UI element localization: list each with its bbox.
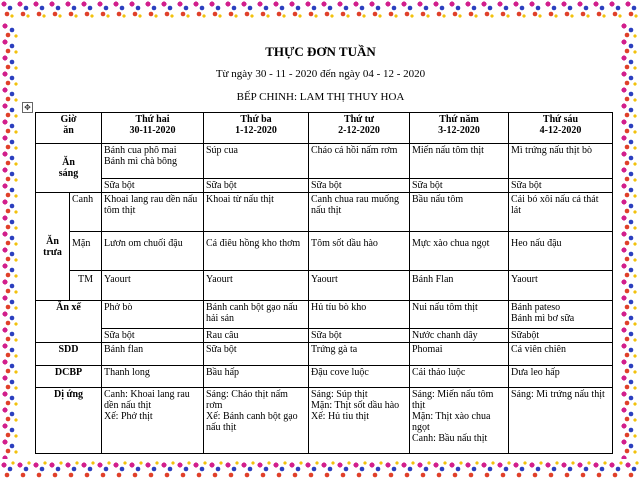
- snack-drink-cell: Nước chanh dây: [410, 328, 509, 342]
- allergy-cell: Sáng: Cháo thịt nấm rơm Xế: Bánh canh bột gạo nấu thịt: [204, 388, 309, 454]
- lunch-main-cell: Cá điêu hồng kho thơm: [204, 232, 309, 271]
- day-date: 3-12-2020: [438, 125, 480, 136]
- day-name: Thứ hai: [135, 114, 170, 125]
- breakfast-milk-cell: Sữa bột: [309, 178, 410, 192]
- day-date: 30-11-2020: [129, 125, 176, 136]
- sdd-cell: Cá viên chiên: [509, 343, 613, 366]
- sdd-cell: Phomai: [410, 343, 509, 366]
- snack-cell: Phở bò: [102, 300, 204, 328]
- dcbp-cell: Cải thảo luộc: [410, 365, 509, 388]
- sdd-cell: Bánh flan: [102, 343, 204, 366]
- breakfast-milk-cell: Sữa bột: [204, 178, 309, 192]
- snack-drink-cell: Sữabột: [509, 328, 613, 342]
- sublabel-canh: Canh: [70, 193, 102, 232]
- breakfast-milk-cell: Sữa bột: [102, 178, 204, 192]
- snack-cell: Bánh pateso Bánh mì bơ sữa: [509, 300, 613, 328]
- table-row: [36, 365, 613, 388]
- allergy-cell: Sáng: Mì trứng nấu thịt: [509, 388, 613, 454]
- dcbp-cell: Dưa leo hấp: [509, 365, 613, 388]
- weekly-menu-table: [35, 112, 613, 454]
- dcbp-cell: Đậu cove luộc: [309, 365, 410, 388]
- day-date: 2-12-2020: [338, 125, 380, 136]
- snack-cell: Nui nấu tôm thịt: [410, 300, 509, 328]
- meal-label-line2: trưa: [43, 246, 62, 258]
- day-header-wednesday: [309, 113, 410, 144]
- lunch-dessert-cell: Yaourt: [204, 271, 309, 301]
- day-name: Thứ ba: [240, 114, 272, 125]
- dcbp-cell: Thanh long: [102, 365, 204, 388]
- snack-drink-cell: Rau câu: [204, 328, 309, 342]
- table-row: [36, 193, 613, 232]
- sdd-cell: Trứng gà ta: [309, 343, 410, 366]
- table-row: [36, 232, 613, 271]
- lunch-soup-cell: Khoai lang rau dền nấu tôm thịt: [102, 193, 204, 232]
- day-header-thursday: [410, 113, 509, 144]
- lunch-dessert-cell: Yaourt: [509, 271, 613, 301]
- snack-cell: Bánh canh bột gạo nấu hải sản: [204, 300, 309, 328]
- breakfast-cell: Súp cua: [204, 143, 309, 178]
- meal-label-snack: Ăn xế: [36, 300, 102, 342]
- day-name: Thứ sáu: [542, 114, 579, 125]
- lunch-dessert-cell: Yaourt: [309, 271, 410, 301]
- day-date: 1-12-2020: [235, 125, 277, 136]
- corner-label-line2: ăn: [63, 125, 74, 136]
- lunch-soup-cell: Canh chua rau muống nấu thịt: [309, 193, 410, 232]
- snack-drink-cell: Sữa bột: [102, 328, 204, 342]
- header-row: [36, 113, 613, 144]
- table-row: [36, 271, 613, 301]
- meal-label-allergy: Dị ứng: [36, 388, 102, 454]
- lunch-soup-cell: Khoai từ nấu thịt: [204, 193, 309, 232]
- meal-label-line1: Ăn: [62, 156, 75, 168]
- day-header-tuesday: [204, 113, 309, 144]
- table-row: [36, 343, 613, 366]
- sdd-cell: Sữa bột: [204, 343, 309, 366]
- breakfast-cell: Cháo cá hồi nấm rơm: [309, 143, 410, 178]
- sublabel-man: Mặn: [70, 232, 102, 271]
- day-name: Thứ tư: [343, 114, 375, 125]
- allergy-cell: Sáng: Súp thịt Mặn: Thịt sốt dầu hào Xế: Hủ tiu thịt: [309, 388, 410, 454]
- table-row: [36, 328, 613, 342]
- dcbp-cell: Bầu hấp: [204, 365, 309, 388]
- table-move-handle-icon[interactable]: ✥: [22, 102, 33, 113]
- meal-label-lunch: [36, 193, 70, 301]
- lunch-dessert-cell: Bánh Flan: [410, 271, 509, 301]
- meal-label-line1: Ăn: [46, 235, 59, 247]
- lunch-soup-cell: Bầu nấu tôm: [410, 193, 509, 232]
- snack-drink-cell: Sữa bột: [309, 328, 410, 342]
- lunch-soup-cell: Cải bó xôi nấu cá thát lát: [509, 193, 613, 232]
- meal-label-sdd: SDD: [36, 343, 102, 366]
- day-date: 4-12-2020: [539, 125, 582, 136]
- sublabel-tm: TM: [70, 271, 102, 301]
- day-header-monday: [102, 113, 204, 144]
- decorative-border-top: [0, 0, 641, 22]
- meal-label-dcbp: DCBP: [36, 365, 102, 388]
- snack-cell: Hủ tíu bò kho: [309, 300, 410, 328]
- breakfast-milk-cell: Sữa bột: [410, 178, 509, 192]
- breakfast-cell: Bánh cua phô mai Bánh mì chà bông: [102, 143, 204, 178]
- table-row: [36, 388, 613, 454]
- corner-cell: [36, 113, 102, 144]
- corner-label-line1: Giờ: [60, 114, 77, 125]
- breakfast-cell: Mì trứng nấu thịt bò: [509, 143, 613, 178]
- meal-label-breakfast: [36, 143, 102, 192]
- table-row: [36, 300, 613, 328]
- lunch-main-cell: Tôm sốt dầu hào: [309, 232, 410, 271]
- table-row: [36, 143, 613, 178]
- lunch-dessert-cell: Yaourt: [102, 271, 204, 301]
- lunch-main-cell: Lươn om chuối đậu: [102, 232, 204, 271]
- breakfast-milk-cell: Sữa bột: [509, 178, 613, 192]
- table-row: [36, 178, 613, 192]
- allergy-cell: Canh: Khoai lang rau dền nấu thịt Xế: Phở thịt: [102, 388, 204, 454]
- decorative-border-bottom: [0, 459, 641, 481]
- day-header-friday: [509, 113, 613, 144]
- meal-label-line2: sáng: [58, 167, 79, 179]
- date-range: Từ ngày 30 - 11 - 2020 đến ngày 04 - 12 - 2020: [215, 68, 426, 80]
- chef-name: BẾP CHINH: LAM THỊ THUY HOA: [236, 91, 405, 103]
- allergy-cell: Sáng: Miến nấu tôm thịt Mặn: Thịt xào chua ngọt Canh: Bầu nấu thịt: [410, 388, 509, 454]
- day-name: Thứ năm: [439, 114, 479, 125]
- lunch-main-cell: Heo nấu đậu: [509, 232, 613, 271]
- page-title: THỰC ĐƠN TUẦN: [265, 44, 376, 59]
- lunch-main-cell: Mực xào chua ngọt: [410, 232, 509, 271]
- breakfast-cell: Miến nấu tôm thịt: [410, 143, 509, 178]
- decorative-border-left: [0, 22, 22, 459]
- decorative-border-right: [617, 22, 641, 459]
